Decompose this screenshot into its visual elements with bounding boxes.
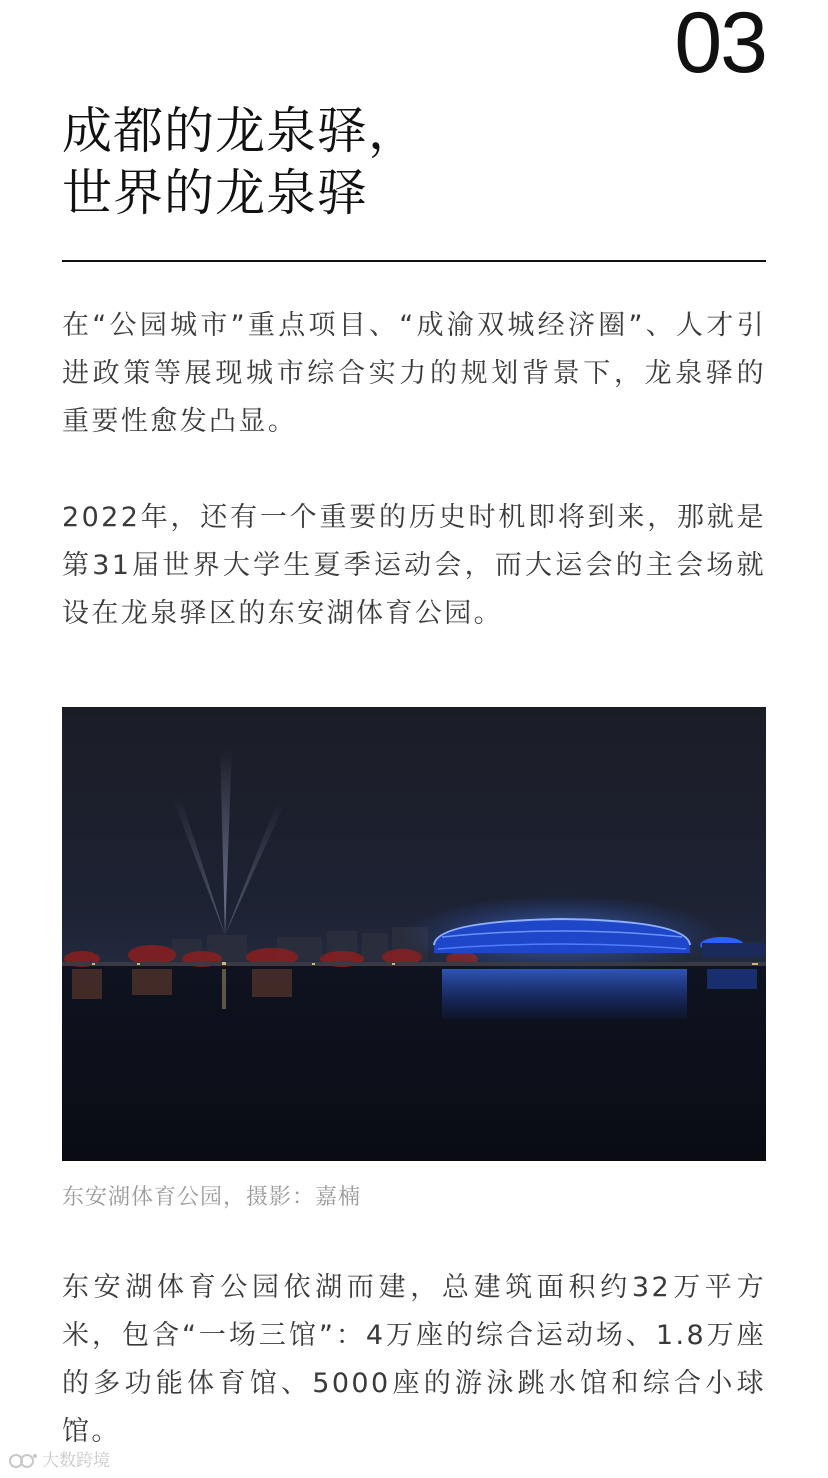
section-number: 03 bbox=[674, 0, 766, 91]
title-divider bbox=[62, 260, 766, 262]
paragraph-universiade: 2022年，还有一个重要的历史时机即将到来，那就是第31届世界大学生夏季运动会，而大运会的主会场就设在龙泉驿区的东安湖体育公园。 bbox=[62, 502, 766, 629]
title-line-1: 成都的龙泉驿， bbox=[62, 102, 419, 160]
photo-caption: 东安湖体育公园，摄影：嘉楠 bbox=[62, 1185, 362, 1210]
page-title bbox=[62, 100, 762, 224]
paragraph-stadium-details: 东安湖体育公园依湖而建，总建筑面积约32万平方米，包含“一场三馆”：4万座的综合运动场、1.8万座的多功能体育馆、5000座的游泳跳水馆和综合小球馆。 bbox=[62, 1272, 766, 1447]
stadium-photo bbox=[62, 707, 766, 1161]
logo-icon bbox=[8, 1452, 38, 1470]
title-line-2: 世界的龙泉驿 bbox=[62, 164, 368, 222]
watermark-text: 大数跨境 bbox=[42, 1451, 110, 1471]
watermark bbox=[8, 1450, 110, 1472]
paragraph-intro: 在“公园城市”重点项目、“成渝双城经济圈”、人才引进政策等展现城市综合实力的规划背景下，龙泉驿的重要性愈发凸显。 bbox=[62, 310, 766, 437]
